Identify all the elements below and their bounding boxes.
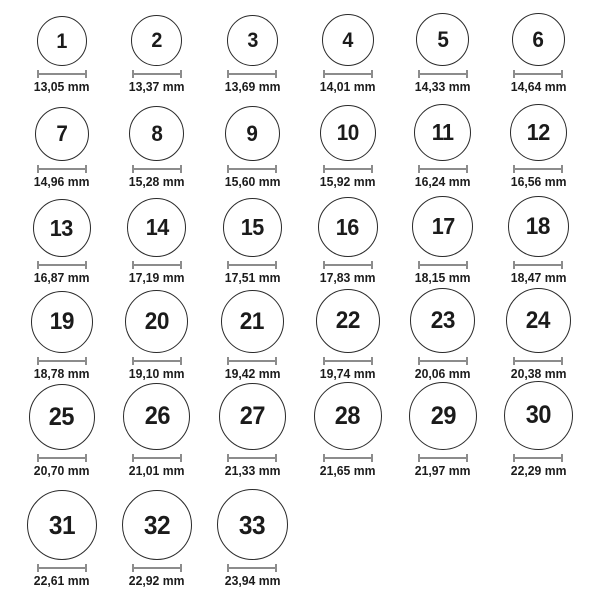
ring-size-item [491, 13, 586, 95]
diameter-label: 15,28 mm [129, 174, 185, 189]
ring-circle [125, 290, 188, 353]
ring-circle [320, 105, 376, 161]
ring-size-item [205, 106, 300, 190]
diameter-label: 20,06 mm [415, 366, 471, 381]
ring-size-item [14, 384, 109, 479]
ring-size-row [0, 479, 600, 600]
diameter-measure-line [323, 261, 373, 269]
ring-size-item [491, 288, 586, 382]
ring-size-number: 7 [56, 121, 68, 146]
ring-size-number: 17 [431, 213, 455, 239]
diameter-label: 17,83 mm [319, 270, 376, 285]
ring-size-number: 22 [335, 307, 360, 334]
diameter-measure-line [37, 564, 87, 572]
diameter-measure-line [37, 454, 87, 462]
ring-circle [318, 197, 378, 257]
ring-circle [510, 104, 567, 161]
ring-circle [410, 288, 475, 353]
ring-size-number: 9 [246, 120, 258, 146]
ring-size-item [14, 107, 109, 190]
ring-size-item [109, 106, 204, 190]
ring-size-row [0, 95, 600, 190]
ring-size-item [491, 104, 586, 190]
ring-size-item [205, 383, 300, 479]
ring-circle [127, 198, 186, 257]
diameter-measure-line [132, 454, 182, 462]
diameter-label: 21,97 mm [415, 463, 471, 478]
ring-size-number: 24 [526, 306, 551, 334]
ring-circle [31, 291, 93, 353]
ring-size-number: 12 [526, 119, 550, 145]
diameter-label: 16,24 mm [415, 174, 471, 189]
diameter-label: 19,42 mm [224, 366, 281, 381]
ring-size-item [491, 196, 586, 286]
diameter-measure-line [418, 165, 468, 173]
diameter-label: 13,37 mm [129, 79, 185, 94]
ring-circle [508, 196, 569, 257]
ring-size-number: 28 [335, 401, 361, 430]
diameter-label: 20,70 mm [33, 463, 90, 478]
diameter-label: 17,19 mm [129, 270, 185, 285]
ring-circle [29, 384, 95, 450]
diameter-label: 21,65 mm [319, 463, 376, 478]
ring-size-item [300, 105, 395, 190]
diameter-measure-line [323, 357, 373, 365]
ring-size-item [14, 16, 109, 95]
diameter-label: 14,01 mm [319, 79, 376, 94]
diameter-measure-line [37, 261, 87, 269]
diameter-measure-line [132, 564, 182, 572]
ring-size-number: 29 [430, 401, 456, 430]
diameter-label: 18,15 mm [415, 270, 471, 285]
ring-size-number: 25 [49, 402, 75, 431]
ring-circle [35, 107, 89, 161]
diameter-measure-line [323, 165, 373, 173]
diameter-label: 13,05 mm [33, 79, 90, 94]
ring-size-number: 20 [144, 307, 170, 335]
diameter-measure-line [37, 357, 87, 365]
ring-size-row [0, 190, 600, 286]
ring-size-item [395, 196, 490, 286]
ring-size-item [395, 288, 490, 382]
diameter-label: 16,87 mm [33, 270, 90, 285]
diameter-measure-line [37, 70, 87, 78]
ring-circle [225, 106, 280, 161]
ring-size-item [395, 104, 490, 190]
diameter-label: 18,47 mm [510, 270, 567, 285]
ring-size-item [109, 198, 204, 286]
ring-size-number: 14 [145, 214, 169, 240]
ring-circle [217, 489, 288, 560]
diameter-measure-line [513, 261, 563, 269]
ring-circle [227, 15, 278, 66]
ring-circle [504, 381, 573, 450]
ring-size-number: 6 [532, 26, 544, 52]
ring-size-item [395, 382, 490, 479]
diameter-measure-line [418, 454, 468, 462]
ring-size-number: 23 [430, 306, 456, 334]
ring-size-item [109, 15, 204, 95]
diameter-label: 13,69 mm [224, 79, 281, 94]
ring-circle [412, 196, 473, 257]
diameter-label: 22,92 mm [129, 573, 185, 588]
diameter-label: 22,29 mm [510, 463, 567, 478]
ring-circle [219, 383, 286, 450]
ring-size-number: 21 [240, 307, 265, 335]
ring-circle [409, 382, 477, 450]
ring-size-item [109, 490, 204, 600]
ring-size-number: 10 [336, 120, 359, 145]
diameter-label: 22,61 mm [33, 573, 90, 588]
ring-size-number: 32 [143, 510, 171, 540]
diameter-measure-line [513, 165, 563, 173]
diameter-label: 23,94 mm [224, 573, 281, 588]
ring-size-item [205, 290, 300, 382]
ring-circle [131, 15, 182, 66]
diameter-measure-line [132, 357, 182, 365]
ring-size-item [205, 15, 300, 95]
ring-size-item [300, 14, 395, 95]
diameter-measure-line [227, 165, 277, 173]
diameter-label: 21,33 mm [224, 463, 281, 478]
diameter-measure-line [513, 70, 563, 78]
ring-size-number: 3 [247, 29, 258, 52]
ring-circle [322, 14, 374, 66]
ring-size-number: 13 [50, 214, 74, 241]
diameter-label: 16,56 mm [510, 174, 567, 189]
ring-size-number: 4 [342, 28, 353, 52]
ring-size-number: 16 [336, 213, 360, 240]
ring-size-item [300, 289, 395, 382]
ring-size-item [300, 197, 395, 286]
diameter-label: 15,92 mm [319, 174, 376, 189]
ring-circle [414, 104, 471, 161]
ring-circle [506, 288, 571, 353]
diameter-measure-line [132, 165, 182, 173]
diameter-measure-line [227, 564, 277, 572]
ring-size-number: 31 [48, 510, 75, 540]
ring-size-number: 19 [49, 308, 74, 335]
diameter-measure-line [132, 70, 182, 78]
ring-size-row [0, 382, 600, 479]
ring-size-number: 11 [431, 119, 454, 145]
diameter-label: 20,38 mm [510, 366, 567, 381]
diameter-measure-line [418, 261, 468, 269]
ring-size-item [109, 383, 204, 479]
diameter-label: 17,51 mm [224, 270, 281, 285]
ring-size-item [14, 291, 109, 382]
ring-size-row [0, 0, 600, 95]
diameter-label: 19,74 mm [319, 366, 376, 381]
diameter-measure-line [227, 70, 277, 78]
diameter-label: 19,10 mm [129, 366, 185, 381]
ring-size-number: 33 [239, 509, 266, 540]
ring-size-item [14, 199, 109, 286]
ring-circle [316, 289, 380, 353]
ring-size-item [205, 489, 300, 600]
ring-size-number: 5 [437, 26, 449, 52]
ring-size-number: 18 [526, 212, 551, 240]
ring-circle [416, 13, 469, 66]
ring-size-row [0, 286, 600, 382]
ring-circle [223, 198, 282, 257]
ring-size-number: 1 [56, 29, 67, 53]
ring-size-item [14, 490, 109, 600]
diameter-measure-line [227, 454, 277, 462]
ring-size-item [109, 290, 204, 382]
diameter-measure-line [513, 454, 563, 462]
diameter-label: 21,01 mm [129, 463, 185, 478]
ring-size-number: 2 [151, 29, 163, 52]
diameter-label: 14,96 mm [33, 174, 90, 189]
ring-circle [27, 490, 97, 560]
ring-size-number: 30 [525, 401, 551, 429]
ring-size-number: 27 [239, 402, 265, 430]
diameter-measure-line [37, 165, 87, 173]
ring-circle [314, 382, 382, 450]
ring-circle [37, 16, 87, 66]
ring-circle [221, 290, 284, 353]
ring-size-number: 8 [151, 120, 163, 146]
ring-circle [512, 13, 565, 66]
diameter-label: 14,64 mm [510, 79, 567, 94]
diameter-measure-line [132, 261, 182, 269]
diameter-label: 14,33 mm [415, 79, 471, 94]
ring-size-item [491, 381, 586, 479]
ring-circle [122, 490, 192, 560]
diameter-measure-line [418, 70, 468, 78]
ring-circle [129, 106, 184, 161]
diameter-measure-line [227, 261, 277, 269]
ring-size-item [205, 198, 300, 286]
ring-circle [123, 383, 190, 450]
diameter-label: 15,60 mm [224, 174, 281, 189]
diameter-measure-line [418, 357, 468, 365]
diameter-label: 18,78 mm [33, 366, 90, 381]
ring-size-item [300, 382, 395, 479]
diameter-measure-line [323, 70, 373, 78]
diameter-measure-line [227, 357, 277, 365]
ring-size-item [395, 13, 490, 95]
ring-circle [33, 199, 91, 257]
diameter-measure-line [323, 454, 373, 462]
ring-size-number: 15 [240, 214, 264, 240]
diameter-measure-line [513, 357, 563, 365]
ring-size-number: 26 [144, 402, 170, 430]
